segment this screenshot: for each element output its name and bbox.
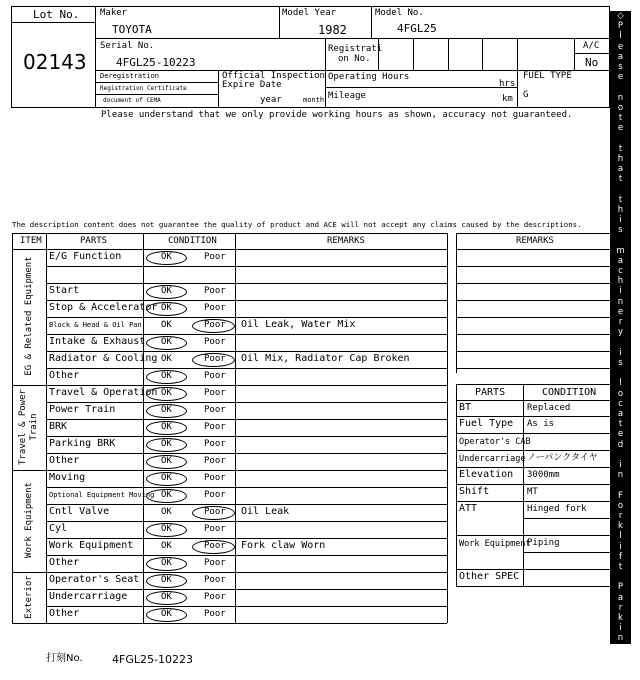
condition-poor: Poor xyxy=(204,303,226,313)
footer-label: 打刻No. xyxy=(46,653,83,664)
panel-rule xyxy=(456,450,610,451)
part-name: BRK xyxy=(49,421,68,432)
panel-parts-header: PARTS xyxy=(475,387,506,398)
registration-label: Registrati xyxy=(328,44,383,54)
sidebar-char: i xyxy=(619,347,622,358)
condition-ok: OK xyxy=(161,490,172,500)
sidebar-char: n xyxy=(617,470,624,481)
condition-ok: OK xyxy=(161,575,172,585)
table-rule xyxy=(12,623,447,624)
condition-poor: Poor xyxy=(204,320,226,330)
sidebar-char: d xyxy=(617,439,624,450)
panel-rule xyxy=(456,317,610,318)
group-divider xyxy=(12,470,447,471)
panel-rule xyxy=(456,249,610,250)
panel-rule xyxy=(456,400,610,401)
sidebar-char: t xyxy=(618,174,623,185)
maker-label: Maker xyxy=(100,8,128,18)
condition-poor: Poor xyxy=(204,524,226,534)
panel-rule xyxy=(456,501,610,502)
panel-rule xyxy=(456,416,610,417)
sidebar-char: y xyxy=(617,327,624,338)
selected-ok-mark xyxy=(146,387,187,401)
condition-poor: Poor xyxy=(204,592,226,602)
sidebar-char: t xyxy=(618,419,623,430)
selected-ok-mark xyxy=(146,523,187,537)
fuel-type-label: FUEL TYPE xyxy=(523,71,572,81)
part-name: Moving xyxy=(49,472,86,483)
condition-ok: OK xyxy=(161,388,172,398)
header-divider xyxy=(95,38,610,39)
header-remarks: REMARKS xyxy=(327,236,365,246)
panel-condition-header: CONDITION xyxy=(542,387,597,398)
sidebar-char: s xyxy=(618,225,623,236)
table-rule xyxy=(12,233,447,234)
sidebar-char xyxy=(610,184,631,194)
remark-text: Oil Leak, Water Mix xyxy=(241,319,356,330)
spec-part: Fuel Type xyxy=(459,418,514,429)
condition-ok: OK xyxy=(161,558,172,568)
year-label: year xyxy=(260,95,282,105)
condition-ok: OK xyxy=(161,507,172,517)
table-rule xyxy=(46,419,447,420)
sidebar-char: e xyxy=(617,429,624,440)
sidebar-char: a xyxy=(617,51,624,62)
sidebar-char: o xyxy=(617,500,624,511)
condition-ok: OK xyxy=(161,609,172,619)
header-divider xyxy=(218,70,219,108)
part-name: Other xyxy=(49,455,80,466)
part-name: Work Equipment xyxy=(49,540,134,551)
sidebar-char: o xyxy=(617,388,624,399)
panel-rule xyxy=(456,484,610,485)
sidebar-char: n xyxy=(617,633,624,644)
table-rule xyxy=(46,555,447,556)
panel-rule xyxy=(456,586,610,587)
sidebar-char: r xyxy=(618,602,623,613)
sidebar-char: t xyxy=(618,194,623,205)
condition-ok: OK xyxy=(161,405,172,415)
panel-rule xyxy=(456,535,610,536)
table-rule xyxy=(143,233,144,623)
sidebar-char xyxy=(610,82,631,92)
table-rule xyxy=(235,233,236,623)
panel-rule xyxy=(456,384,610,385)
sidebar-char xyxy=(610,480,631,490)
selected-ok-mark xyxy=(146,302,187,316)
condition-poor: Poor xyxy=(204,609,226,619)
ac-label: A/C xyxy=(583,41,600,51)
header-divider xyxy=(11,22,95,23)
table-rule xyxy=(46,300,447,301)
sidebar-char: s xyxy=(618,62,623,73)
panel-rule xyxy=(456,266,610,267)
header-divider xyxy=(371,6,372,38)
spec-part: Elevation xyxy=(459,469,514,480)
selected-poor-mark xyxy=(192,353,235,367)
group-label: EG & Related Equipment xyxy=(24,256,34,376)
sidebar-char xyxy=(610,133,631,143)
condition-ok: OK xyxy=(161,320,172,330)
condition-poor: Poor xyxy=(204,337,226,347)
header-divider xyxy=(95,82,218,83)
sidebar-char: l xyxy=(619,378,622,389)
condition-poor: Poor xyxy=(204,286,226,296)
fuel-type-value: G xyxy=(523,90,529,100)
part-name: Start xyxy=(49,285,80,296)
group-label: Work Equipment xyxy=(24,482,34,558)
header-divider xyxy=(378,38,379,70)
sidebar-char xyxy=(610,235,631,245)
mileage-label: Mileage xyxy=(328,91,366,101)
selected-ok-mark xyxy=(146,455,187,469)
sidebar-char: e xyxy=(617,41,624,52)
part-name: Power Train xyxy=(49,404,116,415)
table-rule xyxy=(46,402,447,403)
remark-text: Oil Leak xyxy=(241,506,290,517)
selected-ok-mark xyxy=(146,370,187,384)
header-divider xyxy=(325,38,326,70)
panel-rule xyxy=(456,334,610,335)
part-name: Other xyxy=(49,557,80,568)
table-rule xyxy=(12,249,447,250)
panel-rule xyxy=(456,368,610,369)
sidebar-char: s xyxy=(618,357,623,368)
panel-remarks-header: REMARKS xyxy=(516,236,554,246)
sidebar-char: a xyxy=(617,592,624,603)
selected-ok-mark xyxy=(146,574,187,588)
condition-ok: OK xyxy=(161,422,172,432)
part-name: Cntl Valve xyxy=(49,506,110,517)
sidebar-char: o xyxy=(617,102,624,113)
spec-condition: As is xyxy=(527,419,555,429)
condition-poor: Poor xyxy=(204,439,226,449)
panel-rule xyxy=(456,283,610,284)
condition-poor: Poor xyxy=(204,252,226,262)
registration-label: on No. xyxy=(338,54,371,64)
sidebar-char: n xyxy=(617,296,624,307)
condition-ok: OK xyxy=(161,592,172,602)
spec-condition: Piping xyxy=(527,538,560,548)
condition-ok: OK xyxy=(161,252,172,262)
cema-label: document of CEMA xyxy=(103,97,161,104)
header-divider xyxy=(95,94,218,95)
sidebar-char: g xyxy=(617,643,624,654)
panel-rule xyxy=(456,433,610,434)
part-name: Operator's Seat xyxy=(49,574,140,585)
ac-value: No xyxy=(585,56,599,69)
part-name: Other xyxy=(49,608,80,619)
spec-part: ATT xyxy=(459,503,478,514)
spec-part: Other SPEC xyxy=(459,571,520,582)
header-divider xyxy=(325,70,326,108)
month-label: month xyxy=(303,96,325,104)
spec-condition: ノーパンクタイヤ xyxy=(527,453,598,463)
spec-condition: MT xyxy=(527,487,538,497)
model-year-value: 1982 xyxy=(318,23,347,37)
spec-part: BT xyxy=(459,402,472,413)
header-item: ITEM xyxy=(20,236,42,246)
selected-ok-mark xyxy=(146,438,187,452)
lot-no-value: 02143 xyxy=(23,50,87,74)
sidebar-char: m xyxy=(616,245,625,256)
condition-poor: Poor xyxy=(204,575,226,585)
sidebar-char: k xyxy=(618,612,623,623)
sidebar-char: i xyxy=(619,286,622,297)
spec-condition: 3000mm xyxy=(527,470,560,480)
sidebar-char: a xyxy=(617,408,624,419)
condition-ok: OK xyxy=(161,456,172,466)
header-divider xyxy=(325,87,517,88)
condition-ok: OK xyxy=(161,524,172,534)
spec-part: Work Equipment xyxy=(459,539,531,549)
panel-rule xyxy=(456,233,610,234)
model-year-label: Model Year xyxy=(282,8,337,18)
spec-condition: Hinged fork xyxy=(527,504,587,514)
table-rule xyxy=(46,453,447,454)
sidebar-char: t xyxy=(618,561,623,572)
selected-poor-mark xyxy=(192,540,235,554)
selected-ok-mark xyxy=(146,489,187,503)
km-label: km xyxy=(502,94,513,104)
registration-certificate-label: Registration Certificate xyxy=(100,85,187,92)
selected-ok-mark xyxy=(146,251,187,265)
part-name: Intake & Exhaust xyxy=(49,336,146,347)
group-label: Travel & Power xyxy=(18,388,28,465)
remark-text: Oil Mix, Radiator Cap Broken xyxy=(241,353,410,364)
part-name: Stop & Accelerator xyxy=(49,302,158,313)
part-name: Travel & Operation xyxy=(49,387,158,398)
condition-poor: Poor xyxy=(204,456,226,466)
table-rule xyxy=(46,521,447,522)
selected-ok-mark xyxy=(146,336,187,350)
part-name: E/G Function xyxy=(49,251,122,262)
table-rule xyxy=(46,606,447,607)
table-rule xyxy=(46,538,447,539)
sidebar-char: l xyxy=(619,31,622,42)
part-name: Optional Equipment Moving xyxy=(49,491,155,499)
condition-poor: Poor xyxy=(204,405,226,415)
part-name: Radiator & Cooling xyxy=(49,353,158,364)
condition-ok: OK xyxy=(161,473,172,483)
sidebar-char: k xyxy=(618,521,623,532)
condition-ok: OK xyxy=(161,337,172,347)
condition-ok: OK xyxy=(161,286,172,296)
selected-poor-mark xyxy=(192,506,235,520)
condition-poor: Poor xyxy=(204,558,226,568)
serial-no-label: Serial No. xyxy=(100,41,155,51)
sidebar-char: t xyxy=(618,113,623,124)
header-divider xyxy=(517,70,518,108)
header-box xyxy=(11,6,610,108)
header-divider xyxy=(517,38,518,70)
sidebar-char: r xyxy=(618,317,623,328)
sidebar-char: n xyxy=(617,92,624,103)
lot-no-label: Lot No. xyxy=(33,8,80,21)
header-divider xyxy=(574,53,610,54)
sidebar-char: ◇ xyxy=(617,653,624,664)
sidebar-char xyxy=(610,572,631,582)
selected-ok-mark xyxy=(146,608,187,622)
condition-poor: Poor xyxy=(204,354,226,364)
footer-value: 4FGL25-10223 xyxy=(112,653,193,666)
group-divider xyxy=(12,572,447,573)
condition-ok: OK xyxy=(161,541,172,551)
selected-ok-mark xyxy=(146,591,187,605)
selected-ok-mark xyxy=(146,472,187,486)
hrs-label: hrs xyxy=(499,79,516,89)
sidebar-char: t xyxy=(618,143,623,154)
panel-subrule xyxy=(523,552,610,553)
panel-rule xyxy=(456,233,457,373)
sidebar-char: c xyxy=(618,266,623,277)
table-rule xyxy=(46,351,447,352)
sidebar-char: i xyxy=(619,623,622,634)
spec-condition: Replaced xyxy=(527,403,571,413)
panel-rule xyxy=(523,384,524,586)
sidebar-char xyxy=(610,368,631,378)
spec-part: Shift xyxy=(459,486,490,497)
inspection-label: Official Inspection xyxy=(222,71,325,81)
panel-rule xyxy=(456,300,610,301)
header-parts: PARTS xyxy=(80,236,108,246)
hours-notice: Please understand that we only provide working hours as shown, accuracy not guaranteed. xyxy=(101,110,573,120)
header-divider xyxy=(482,38,483,70)
condition-poor: Poor xyxy=(204,507,226,517)
header-divider xyxy=(448,38,449,70)
condition-poor: Poor xyxy=(204,388,226,398)
table-rule xyxy=(46,589,447,590)
sidebar-char: e xyxy=(617,123,624,134)
disclaimer: The description content does not guarantee the quality of product and ACE will not accept any claims caused by the descriptions. xyxy=(12,220,582,229)
table-rule xyxy=(46,504,447,505)
part-name: Undercarriage xyxy=(49,591,128,602)
header-divider xyxy=(574,38,575,70)
header-divider xyxy=(413,38,414,70)
part-name: Block & Head & Oil Pan xyxy=(49,321,142,329)
sidebar-char: f xyxy=(619,551,622,562)
sidebar-char xyxy=(610,450,631,460)
operating-hours-label: Operating Hours xyxy=(328,72,410,82)
panel-rule xyxy=(456,351,610,352)
deregistration-label: Deregistration xyxy=(100,72,160,80)
part-name: Parking BRK xyxy=(49,438,116,449)
sidebar-char: ◇ xyxy=(617,11,624,21)
condition-poor: Poor xyxy=(204,490,226,500)
header-divider xyxy=(279,6,280,38)
sidebar-char: P xyxy=(617,21,624,32)
sidebar-char: i xyxy=(619,459,622,470)
condition-ok: OK xyxy=(161,439,172,449)
sidebar-char xyxy=(610,338,631,348)
sidebar-char: h xyxy=(617,276,624,287)
maker-value: TOYOTA xyxy=(112,23,152,36)
table-rule xyxy=(12,233,13,623)
location-note-sidebar xyxy=(610,11,631,664)
group-label: Train xyxy=(29,412,39,441)
spec-part: Operator's CAB xyxy=(459,437,531,447)
table-rule xyxy=(46,368,447,369)
table-rule xyxy=(46,436,447,437)
table-rule xyxy=(46,317,447,318)
header-divider xyxy=(95,6,96,108)
header-condition: CONDITION xyxy=(168,236,217,246)
table-rule xyxy=(447,233,448,623)
condition-ok: OK xyxy=(161,303,172,313)
sidebar-char: l xyxy=(619,531,622,542)
model-no-value: 4FGL25 xyxy=(397,22,437,35)
table-rule xyxy=(46,283,447,284)
inspection-label: Expire Date xyxy=(222,80,282,90)
sidebar-char: F xyxy=(618,490,623,501)
condition-poor: Poor xyxy=(204,473,226,483)
selected-ok-mark xyxy=(146,557,187,571)
sidebar-char: i xyxy=(619,215,622,226)
condition-ok: OK xyxy=(161,354,172,364)
sidebar-char: P xyxy=(617,582,624,593)
sidebar-char: h xyxy=(617,204,624,215)
condition-poor: Poor xyxy=(204,541,226,551)
table-rule xyxy=(46,233,47,623)
sidebar-char: h xyxy=(617,153,624,164)
sidebar-char: c xyxy=(618,398,623,409)
group-label: Exterior xyxy=(24,574,34,619)
condition-poor: Poor xyxy=(204,422,226,432)
group-divider xyxy=(12,385,447,386)
selected-ok-mark xyxy=(146,404,187,418)
sidebar-char: r xyxy=(618,510,623,521)
panel-subrule xyxy=(523,518,610,519)
selected-poor-mark xyxy=(192,319,235,333)
model-no-label: Model No. xyxy=(375,8,424,18)
panel-rule xyxy=(456,467,610,468)
condition-ok: OK xyxy=(161,371,172,381)
sidebar-char: a xyxy=(617,164,624,175)
sidebar-char: e xyxy=(617,72,624,83)
sidebar-char: e xyxy=(617,306,624,317)
panel-rule xyxy=(456,384,457,586)
selected-ok-mark xyxy=(146,421,187,435)
table-rule xyxy=(46,487,447,488)
sidebar-char: i xyxy=(619,541,622,552)
part-name: Other xyxy=(49,370,80,381)
sidebar-char: a xyxy=(617,255,624,266)
part-name: Cyl xyxy=(49,523,68,534)
spec-part: Undercarriage xyxy=(459,454,526,464)
panel-rule xyxy=(456,569,610,570)
selected-ok-mark xyxy=(146,285,187,299)
table-rule xyxy=(46,266,447,267)
table-rule xyxy=(46,334,447,335)
condition-poor: Poor xyxy=(204,371,226,381)
serial-no-value: 4FGL25-10223 xyxy=(116,56,196,69)
remark-text: Fork claw Worn xyxy=(241,540,326,551)
